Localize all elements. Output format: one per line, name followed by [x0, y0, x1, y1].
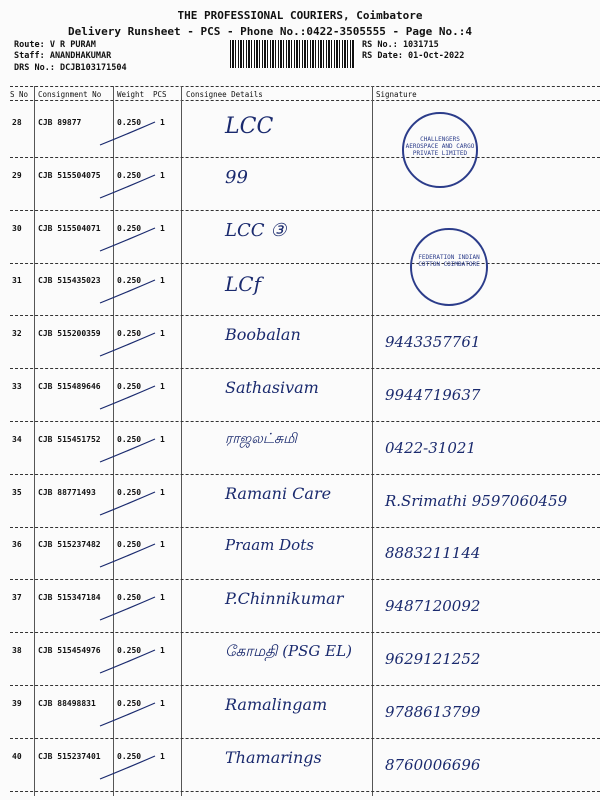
- row-consignee: Ramalingam: [225, 695, 328, 714]
- row-divider: [10, 421, 600, 422]
- row-sno: 35: [12, 488, 22, 497]
- tick-mark: [95, 120, 175, 150]
- row-pcs: 1: [160, 699, 165, 708]
- row-divider: [10, 738, 600, 739]
- row-pcs: 1: [160, 118, 165, 127]
- row-consignment-no: CJB 515504071: [38, 224, 101, 233]
- row-divider: [10, 632, 600, 633]
- col-consignee: Consignee Details: [186, 90, 263, 99]
- row-signature: 9788613799: [385, 703, 481, 721]
- header-company: THE PROFESSIONAL COURIERS, Coimbatore: [177, 9, 423, 22]
- row-sno: 30: [12, 224, 22, 233]
- tick-mark: [95, 226, 175, 256]
- row-weight: 0.250: [117, 171, 142, 180]
- tick-mark: [95, 437, 175, 467]
- stamp-aerospace: [402, 112, 478, 188]
- row-consignee: 99: [225, 167, 248, 188]
- row-sno: 38: [12, 646, 22, 655]
- row-weight: 0.250: [117, 646, 142, 655]
- staff: Staff: ANANDHAKUMAR: [14, 51, 112, 61]
- rs-date: RS Date: 01-Oct-2022: [362, 51, 465, 61]
- row-weight: 0.250: [117, 540, 142, 549]
- header-rule-top: [10, 86, 600, 87]
- row-divider: [10, 210, 600, 211]
- tick-mark: [95, 542, 175, 572]
- row-signature: 9443357761: [385, 333, 481, 351]
- row-signature: 9487120092: [385, 597, 481, 615]
- row-pcs: 1: [160, 752, 165, 761]
- route: Route: V R PURAM: [14, 40, 96, 50]
- col-pcs: PCS: [153, 90, 167, 99]
- row-sno: 31: [12, 276, 22, 285]
- row-weight: 0.250: [117, 276, 142, 285]
- row-consignee: LCf: [225, 272, 261, 296]
- row-divider: [10, 368, 600, 369]
- row-consignee: ராஜலட்சுமி: [225, 431, 297, 447]
- row-sno: 29: [12, 171, 22, 180]
- tick-mark: [95, 701, 175, 731]
- tick-mark: [95, 173, 175, 203]
- header-subtitle: Delivery Runsheet - PCS - Phone No.:0422-3505555 - Page No.:4: [68, 25, 472, 38]
- tick-mark: [95, 331, 175, 361]
- stamp-aerospace-text: CHALLENGERS AEROSPACE AND CARGO PRIVATE LIMITED: [405, 136, 475, 157]
- row-consignment-no: CJB 515451752: [38, 435, 101, 444]
- row-consignment-no: CJB 515347184: [38, 593, 101, 602]
- row-sno: 34: [12, 435, 22, 444]
- row-divider: [10, 157, 600, 158]
- row-divider: [10, 791, 600, 792]
- col-divider-4: [372, 86, 373, 796]
- row-pcs: 1: [160, 540, 165, 549]
- row-signature: 9944719637: [385, 386, 481, 404]
- drs-number: DRS No.: DCJB103171504: [14, 63, 127, 73]
- row-sno: 33: [12, 382, 22, 391]
- row-signature: 0422-31021: [385, 439, 476, 457]
- col-consignment: Consignment No: [38, 90, 102, 99]
- row-signature: 9629121252: [385, 650, 481, 668]
- row-consignment-no: CJB 515454976: [38, 646, 101, 655]
- row-consignment-no: CJB 515504075: [38, 171, 101, 180]
- row-sno: 37: [12, 593, 22, 602]
- header-rule-bottom: [10, 100, 600, 101]
- row-pcs: 1: [160, 435, 165, 444]
- tick-mark: [95, 648, 175, 678]
- row-weight: 0.250: [117, 488, 142, 497]
- row-divider: [10, 315, 600, 316]
- tick-mark: [95, 754, 175, 784]
- row-consignment-no: CJB 515435023: [38, 276, 101, 285]
- row-consignment-no: CJB 515489646: [38, 382, 101, 391]
- row-weight: 0.250: [117, 329, 142, 338]
- row-signature: R.Srimathi 9597060459: [385, 492, 568, 510]
- rs-number: RS No.: 1031715: [362, 40, 439, 50]
- col-divider-1: [34, 86, 35, 796]
- row-consignment-no: CJB 89877: [38, 118, 82, 127]
- tick-mark: [95, 490, 175, 520]
- row-consignee: Boobalan: [225, 325, 301, 344]
- tick-mark: [95, 595, 175, 625]
- col-signature: Signature: [376, 90, 417, 99]
- row-pcs: 1: [160, 488, 165, 497]
- row-weight: 0.250: [117, 699, 142, 708]
- row-pcs: 1: [160, 329, 165, 338]
- row-pcs: 1: [160, 593, 165, 602]
- row-consignment-no: CJB 88498831: [38, 699, 96, 708]
- tick-mark: [95, 278, 175, 308]
- row-pcs: 1: [160, 276, 165, 285]
- row-weight: 0.250: [117, 224, 142, 233]
- row-consignee: LCC: [225, 114, 274, 139]
- tick-mark: [95, 384, 175, 414]
- row-consignment-no: CJB 515237482: [38, 540, 101, 549]
- col-sno: S No: [10, 90, 29, 99]
- row-consignee: P.Chinnikumar: [225, 589, 344, 608]
- row-divider: [10, 685, 600, 686]
- stamp-cotton: [410, 228, 488, 306]
- row-weight: 0.250: [117, 118, 142, 127]
- row-pcs: 1: [160, 171, 165, 180]
- row-consignee: Ramani Care: [225, 484, 332, 503]
- row-pcs: 1: [160, 646, 165, 655]
- row-weight: 0.250: [117, 593, 142, 602]
- row-weight: 0.250: [117, 435, 142, 444]
- row-signature: 8883211144: [385, 544, 481, 562]
- row-divider: [10, 579, 600, 580]
- row-sno: 32: [12, 329, 22, 338]
- row-sno: 28: [12, 118, 22, 127]
- row-consignee: கோமதி (PSG EL): [225, 642, 352, 660]
- barcode: [230, 40, 355, 68]
- row-pcs: 1: [160, 382, 165, 391]
- row-consignment-no: CJB 515200359: [38, 329, 101, 338]
- row-consignee: Praam Dots: [225, 536, 314, 554]
- row-sno: 39: [12, 699, 22, 708]
- row-sno: 40: [12, 752, 22, 761]
- stamp-cotton-text: FEDERATION INDIAN COTTON COIMBATORE: [418, 254, 480, 268]
- row-divider: [10, 474, 600, 475]
- col-divider-3: [181, 86, 182, 796]
- row-divider: [10, 263, 600, 264]
- row-weight: 0.250: [117, 382, 142, 391]
- row-divider: [10, 527, 600, 528]
- col-weight: Weight: [117, 90, 145, 99]
- row-consignee: Sathasivam: [225, 378, 319, 397]
- row-signature: 8760006696: [385, 756, 481, 774]
- row-consignment-no: CJB 88771493: [38, 488, 96, 497]
- row-weight: 0.250: [117, 752, 142, 761]
- row-consignee: Thamarings: [225, 748, 322, 767]
- row-pcs: 1: [160, 224, 165, 233]
- row-sno: 36: [12, 540, 22, 549]
- row-consignment-no: CJB 515237401: [38, 752, 101, 761]
- row-consignee: LCC ③: [225, 220, 287, 241]
